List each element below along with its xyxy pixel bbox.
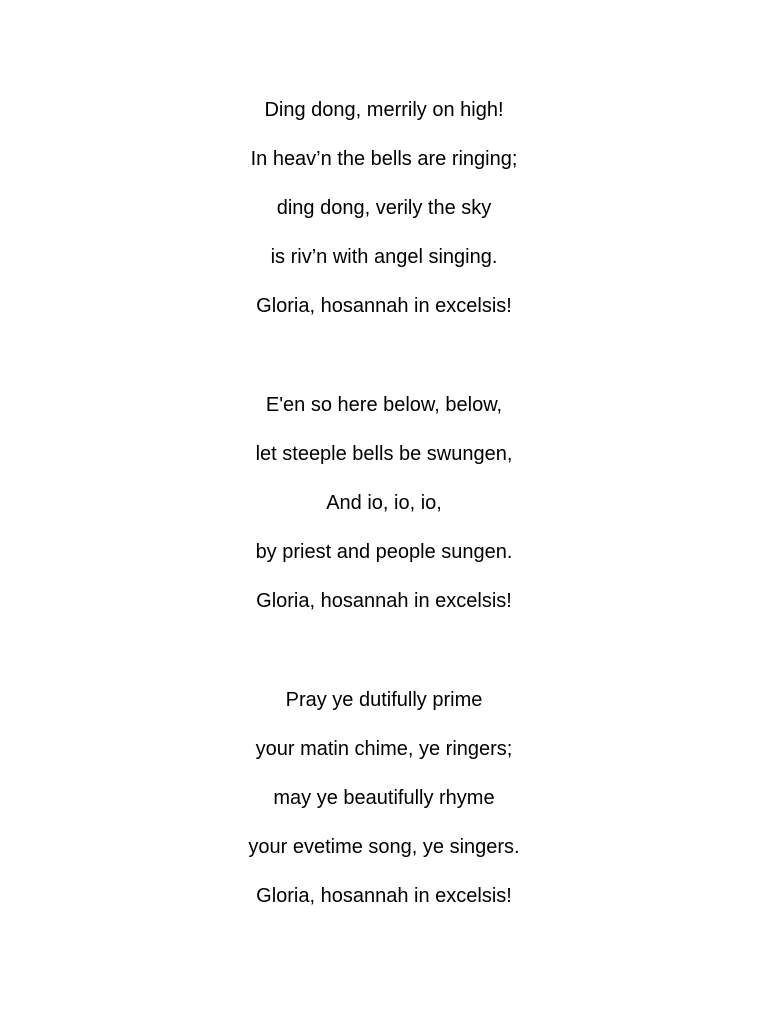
verse-refrain: Gloria, hosannah in excelsis! — [256, 590, 512, 612]
verse-line: In heav’n the bells are ringing; — [250, 148, 518, 170]
verse-line: may ye beautifully rhyme — [273, 787, 495, 809]
verse-line: let steeple bells be swungen, — [255, 443, 513, 465]
verse-line: And io, io, io, — [326, 492, 442, 514]
verse-line: your evetime song, ye singers. — [248, 836, 520, 858]
verse-refrain: Gloria, hosannah in excelsis! — [256, 885, 512, 907]
verse-line: Pray ye dutifully prime — [285, 689, 483, 711]
verse-refrain: Gloria, hosannah in excelsis! — [256, 295, 512, 317]
verse-line: Ding dong, merrily on high! — [264, 99, 504, 121]
verse-line: your matin chime, ye ringers; — [255, 738, 513, 760]
verse-line: is riv’n with angel singing. — [270, 246, 498, 268]
verse-line: E'en so here below, below, — [265, 394, 503, 416]
verse-line: by priest and people sungen. — [255, 541, 513, 563]
verse-line: ding dong, verily the sky — [276, 197, 492, 219]
